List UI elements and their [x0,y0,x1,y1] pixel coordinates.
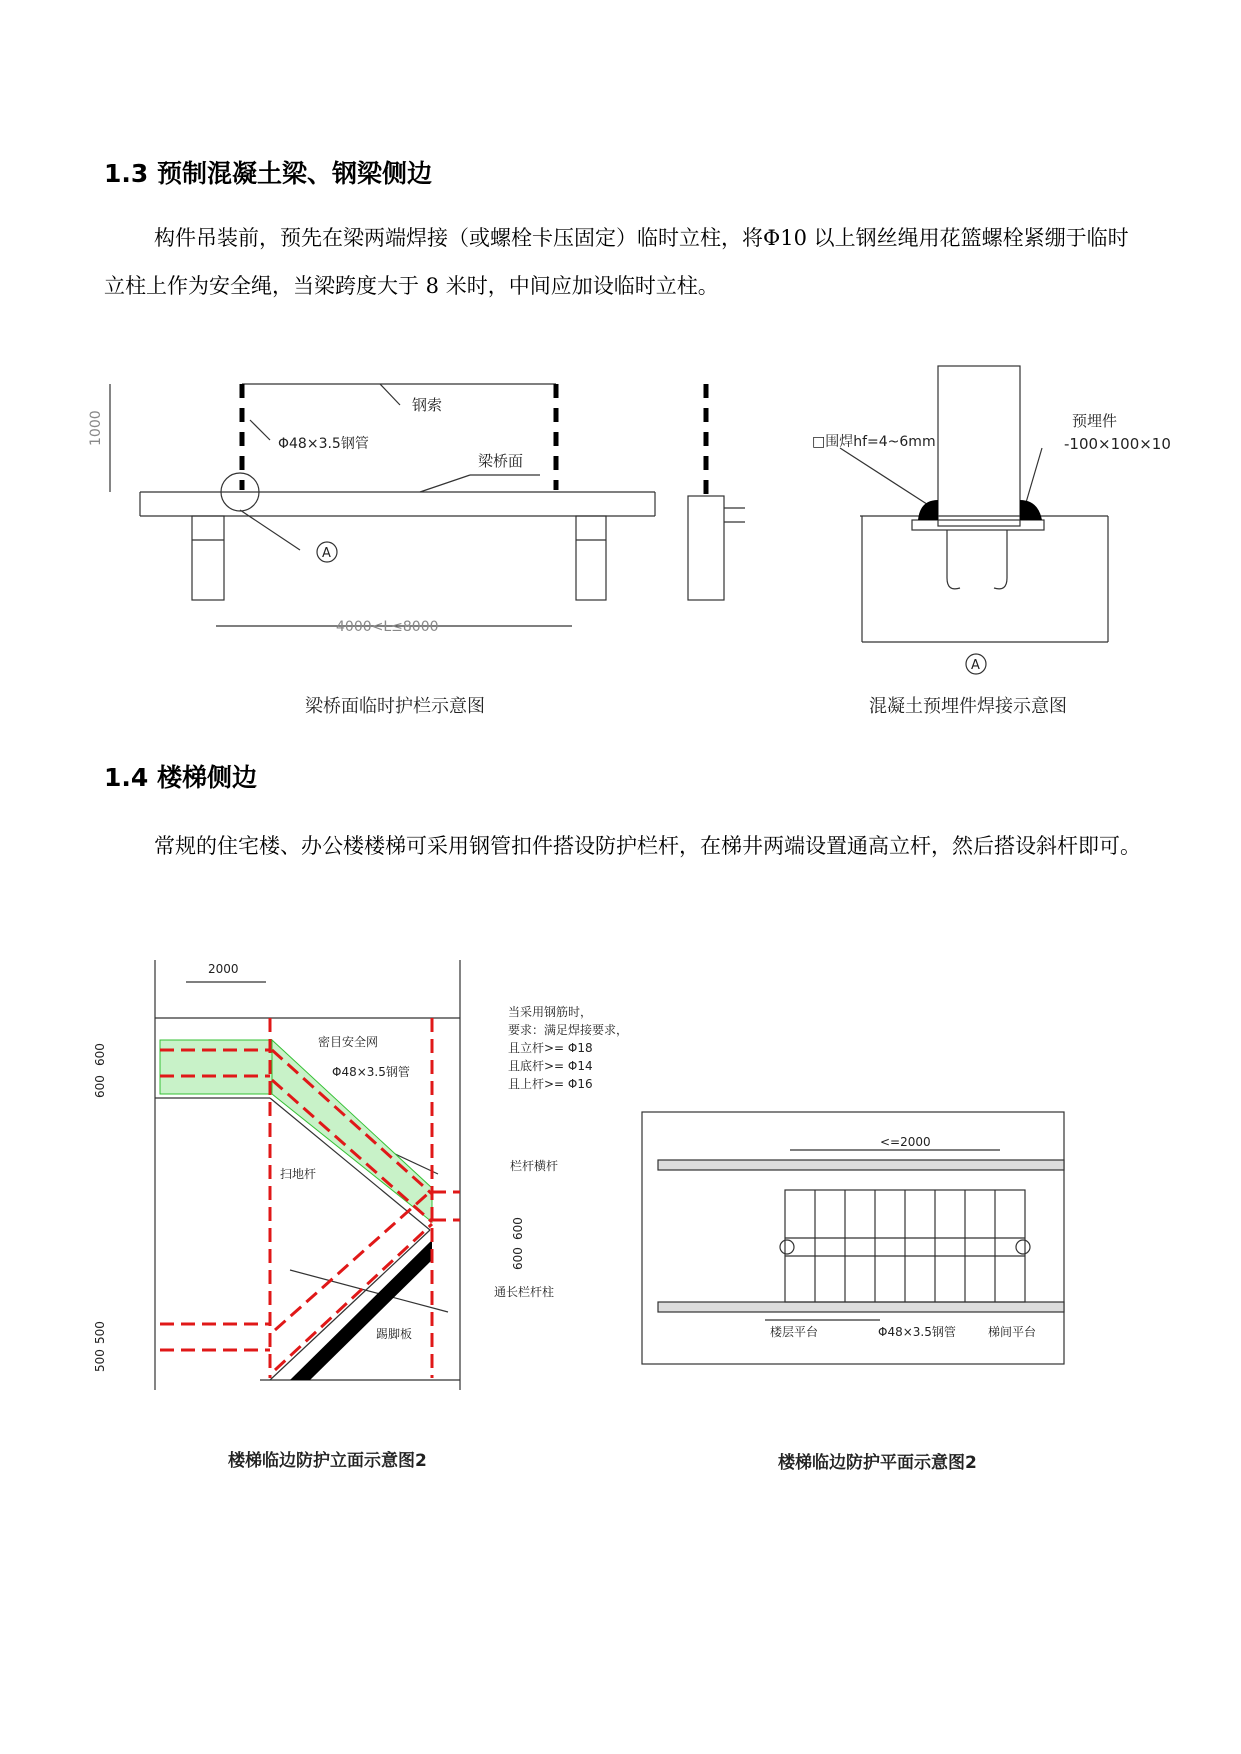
dim-600-c: 600 [511,1217,525,1240]
dim-2000: 2000 [208,962,239,976]
label-weld: □围焊hf=4~6mm [812,434,936,450]
dim-span: 4000<L≤8000 [336,619,439,635]
note-5: 且上杆>= Φ16 [508,1077,593,1091]
label-rail: 栏杆横杆 [510,1159,559,1173]
label-deck: 梁桥面 [478,452,524,470]
marker-a: A [322,546,331,561]
marker-a2: A [971,658,980,673]
note-2: 要求：满足焊接要求， [508,1023,629,1037]
label-net: 密目安全网 [318,1035,379,1049]
label-floor-platform: 楼层平台 [770,1325,819,1339]
caption-fig3: 楼梯临边防护立面示意图2 [228,1451,427,1471]
caption-fig2: 混凝土预埋件焊接示意图 [869,696,1067,717]
label-steel-pipe: Φ48×3.5钢管 [278,436,369,452]
dim-600-d: 600 [511,1247,525,1270]
label-embed-1: 预埋件 [1072,412,1118,430]
label-embed-2: -100×100×10 [1064,435,1171,453]
dim-500-b: 500 [93,1349,107,1372]
label-pipe: Φ48×3.5钢管 [332,1065,410,1079]
label-sweep: 扫地杆 [280,1167,317,1181]
dim-500-a: 500 [93,1321,107,1344]
label-rope: 钢索 [412,396,443,414]
caption-fig4: 楼梯临边防护平面示意图2 [778,1453,977,1473]
section-1-4-paragraph: 常规的住宅楼、办公楼楼梯可采用钢管扣件搭设防护栏杆，在梯井两端设置通高立杆，然后搭设斜杆即可。 [154,834,1141,858]
note-4: 且底杆>= Φ14 [508,1059,593,1073]
label-post: 通长栏杆柱 [494,1285,555,1299]
section-1-4-heading: 1.4 楼梯侧边 [104,763,257,792]
dim-height: 1000 [88,410,104,446]
label-toe: 踢脚板 [376,1327,413,1341]
dim-le-2000: <=2000 [880,1135,931,1149]
label-landing: 梯间平台 [988,1325,1037,1339]
section-1-3-heading: 1.3 预制混凝土梁、钢梁侧边 [104,159,432,188]
dim-600-b: 600 [93,1075,107,1098]
caption-fig1: 梁桥面临时护栏示意图 [305,696,485,717]
note-3: 且立杆>= Φ18 [508,1041,593,1055]
note-1: 当采用钢筋时， [508,1005,593,1019]
dim-600-a: 600 [93,1043,107,1066]
label-pipe-plan: Φ48×3.5钢管 [878,1325,956,1339]
section-1-3-paragraph: 构件吊装前，预先在梁两端焊接（或螺栓卡压固定）临时立柱，将Φ10 以上钢丝绳用花篮螺栓紧绷于临时立柱上作为安全绳，当梁跨度大于 8 米时，中间应加设临时立柱。 [104,226,1129,298]
